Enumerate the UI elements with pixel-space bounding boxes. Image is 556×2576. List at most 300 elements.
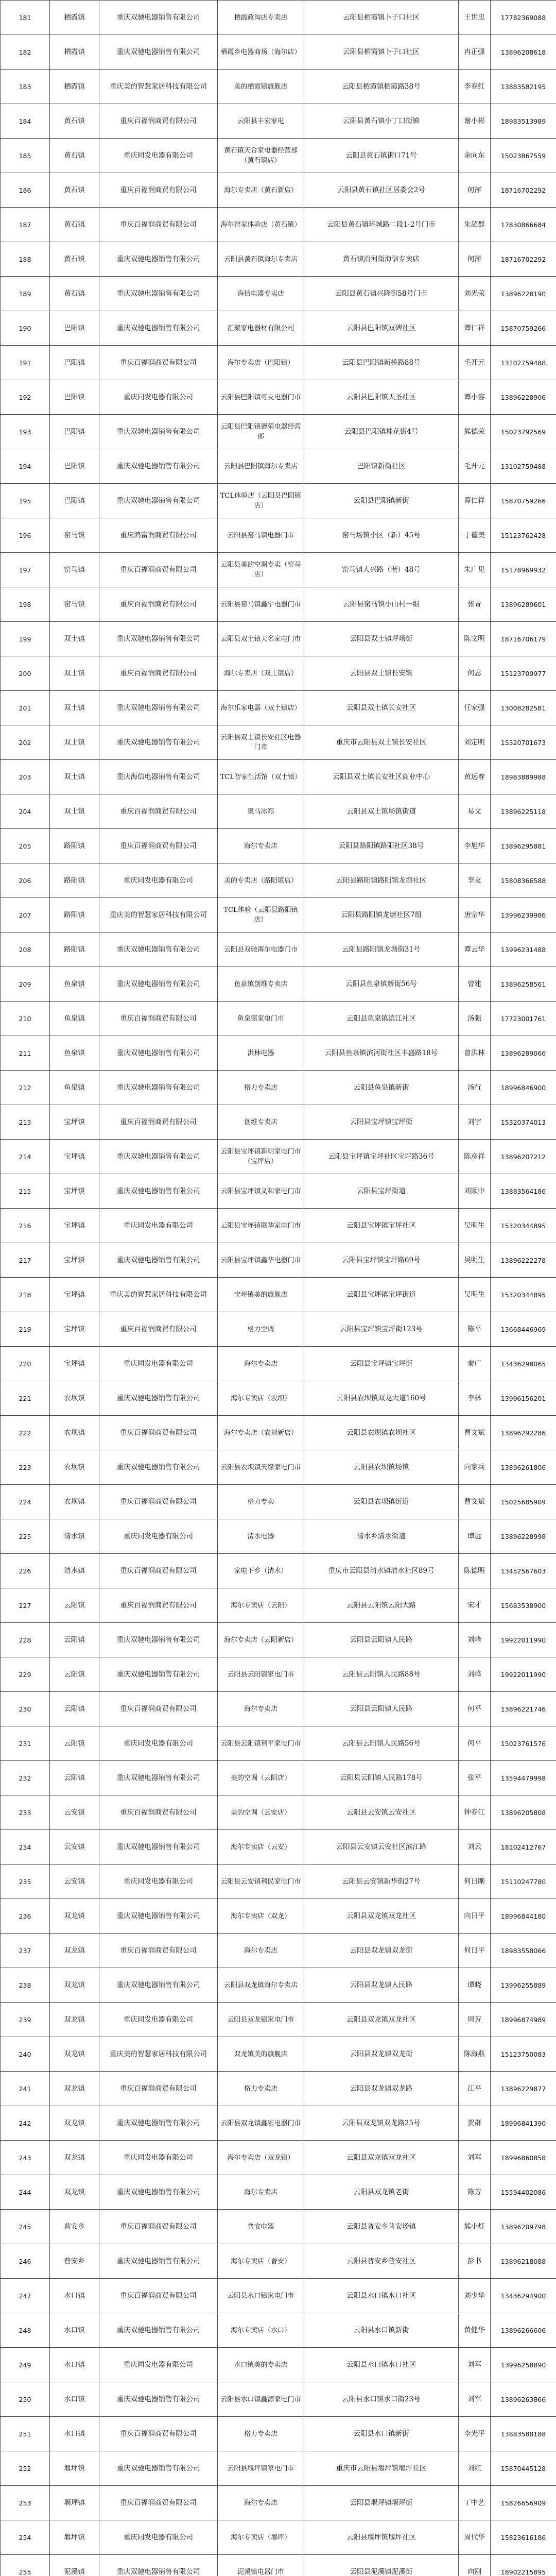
town-cell: 巴阳镇	[50, 346, 99, 380]
store-name-cell: TCL智家生活馆（双土镇）	[218, 760, 304, 794]
phone-number-cell: 13896258561	[491, 967, 556, 1002]
town-cell: 鱼泉镇	[50, 1002, 99, 1036]
address-cell: 云阳县鱼泉镇新街	[304, 1071, 459, 1105]
table-row	[1, 1002, 556, 1036]
store-name-cell: 宝坪镇美的旗舰店	[218, 1278, 304, 1312]
table-row	[1, 1, 556, 35]
table-row	[1, 829, 556, 863]
store-name-cell: 云阳县云阳镇家电门市	[218, 1657, 304, 1692]
table-row	[1, 1416, 556, 1450]
store-name-cell: 海尔专卖店（云阳）	[218, 1588, 304, 1623]
contact-person-cell: 朱超群	[459, 208, 491, 242]
town-cell: 农坝镇	[50, 1485, 99, 1519]
phone-number-cell: 13896207212	[491, 1140, 556, 1174]
store-name-cell: 云阳县宝坪镇义和家电门市	[218, 1174, 304, 1209]
table-row	[1, 967, 556, 1002]
store-name-cell: 格力专卖	[218, 1485, 304, 1519]
row-number-cell: 244	[1, 2175, 50, 2210]
table-row	[1, 346, 556, 380]
store-name-cell: 海尔专卖店（农坝）	[218, 1381, 304, 1416]
contact-person-cell: 李旭华	[459, 829, 491, 863]
contact-person-cell: 丁中艺	[459, 2486, 491, 2520]
store-name-cell: 格力空调	[218, 1312, 304, 1347]
row-number-cell: 188	[1, 242, 50, 277]
address-cell: 云阳县堰坪镇堰坪街	[304, 2486, 459, 2520]
address-cell: 云阳县双龙镇双龙街	[304, 2037, 459, 2072]
contact-person-cell: 刘军	[459, 2382, 491, 2417]
row-number-cell: 217	[1, 1243, 50, 1278]
row-number-cell: 182	[1, 35, 50, 70]
address-cell: 云阳县普安乡普安场镇	[304, 2210, 459, 2244]
contact-person-cell: 谭仁祥	[459, 311, 491, 346]
company-cell: 重庆百福润商贸有限公司	[99, 2072, 218, 2106]
company-cell: 重庆双驰电器销售有限公司	[99, 1140, 218, 1174]
phone-number-cell: 13452567603	[491, 1554, 556, 1588]
row-number-cell: 197	[1, 553, 50, 587]
store-name-cell: 家电下乡（清水）	[218, 1554, 304, 1588]
company-cell: 重庆百福润商贸有限公司	[99, 829, 218, 863]
address-cell: 云阳县双龙镇老街	[304, 2175, 459, 2210]
store-name-cell: 海尔专卖店	[218, 829, 304, 863]
table-row	[1, 2417, 556, 2451]
phone-number-cell: 17723001761	[491, 1002, 556, 1036]
row-number-cell: 255	[1, 2555, 50, 2576]
table-row	[1, 622, 556, 656]
phone-number-cell: 18102412767	[491, 1830, 556, 1865]
row-number-cell: 238	[1, 1968, 50, 2003]
company-cell: 重庆双驰电器销售有限公司	[99, 1381, 218, 1416]
phone-number-cell: 13896209798	[491, 2210, 556, 2244]
table-row	[1, 1036, 556, 1071]
address-cell: 云阳县云阳镇人民路	[304, 1623, 459, 1657]
contact-person-cell: 张青	[459, 587, 491, 622]
table-row	[1, 173, 556, 208]
town-cell: 路阳镇	[50, 933, 99, 967]
table-row	[1, 656, 556, 691]
address-cell: 云阳县巴阳镇新街	[304, 484, 459, 518]
row-number-cell: 242	[1, 2106, 50, 2141]
table-row	[1, 2141, 556, 2175]
company-cell: 重庆同发电器有限公司	[99, 380, 218, 415]
town-cell: 栖霞镇	[50, 35, 99, 70]
phone-number-cell: 18983513989	[491, 104, 556, 139]
town-cell: 云阳镇	[50, 1623, 99, 1657]
store-name-cell: 海尔专卖店（堰坪）	[218, 2520, 304, 2555]
store-name-cell: 双龙镇美的旗舰店	[218, 2037, 304, 2072]
contact-person-cell: 谭晓	[459, 1968, 491, 2003]
table-row	[1, 2175, 556, 2210]
company-cell: 重庆双驰电器销售有限公司	[99, 2555, 218, 2576]
contact-person-cell: 毛开元	[459, 346, 491, 380]
town-cell: 宝坪镇	[50, 1174, 99, 1209]
table-row	[1, 725, 556, 760]
table-row	[1, 2348, 556, 2382]
table-row	[1, 1071, 556, 1105]
table-row	[1, 1209, 556, 1243]
table-row	[1, 794, 556, 829]
town-cell: 鱼泉镇	[50, 1036, 99, 1071]
town-cell: 云阳镇	[50, 1692, 99, 1726]
town-cell: 堰坪镇	[50, 2520, 99, 2555]
table-row	[1, 2279, 556, 2313]
table-row	[1, 242, 556, 277]
row-number-cell: 252	[1, 2451, 50, 2486]
row-number-cell: 194	[1, 449, 50, 484]
store-name-cell: 云阳县双土镇天名家电门市	[218, 622, 304, 656]
phone-number-cell: 18996874989	[491, 2003, 556, 2037]
phone-number-cell: 13896292286	[491, 1416, 556, 1450]
company-cell: 重庆鸿富润商贸有限公司	[99, 518, 218, 553]
table-row	[1, 1278, 556, 1312]
row-number-cell: 201	[1, 691, 50, 725]
store-name-cell: 云阳县美的空调专卖（窑马店）	[218, 553, 304, 587]
row-number-cell: 225	[1, 1519, 50, 1554]
town-cell: 普安乡	[50, 2244, 99, 2279]
address-cell: 云阳县双龙镇双龙社区	[304, 1899, 459, 1934]
row-number-cell: 221	[1, 1381, 50, 1416]
phone-number-cell: 13996239986	[491, 898, 556, 933]
contact-person-cell: 陈文明	[459, 622, 491, 656]
phone-number-cell: 15320374013	[491, 1105, 556, 1140]
phone-number-cell: 18902215895	[491, 2555, 556, 2576]
phone-number-cell: 15110247780	[491, 1865, 556, 1899]
town-cell: 宝坪镇	[50, 1347, 99, 1381]
address-cell: 云阳县巴阳镇桂花街4号	[304, 415, 459, 449]
company-cell: 重庆百福润商贸有限公司	[99, 553, 218, 587]
store-name-cell: 云阳县巴阳镇海尔专卖店	[218, 449, 304, 484]
phone-number-cell: 13896205808	[491, 1795, 556, 1830]
table-row	[1, 553, 556, 587]
company-cell: 重庆双驰电器销售有限公司	[99, 2244, 218, 2279]
phone-number-cell: 13896266606	[491, 2313, 556, 2348]
contact-person-cell: 曾洪林	[459, 1036, 491, 1071]
town-cell: 双龙镇	[50, 1899, 99, 1934]
store-name-cell: 海尔智家体验店（黄石镇）	[218, 208, 304, 242]
address-cell: 云阳县云阳镇云阳大路	[304, 1588, 459, 1623]
phone-number-cell: 15683538900	[491, 1588, 556, 1623]
row-number-cell: 205	[1, 829, 50, 863]
town-cell: 水口镇	[50, 2313, 99, 2348]
row-number-cell: 212	[1, 1071, 50, 1105]
row-number-cell: 216	[1, 1209, 50, 1243]
company-cell: 重庆双驰电器销售有限公司	[99, 415, 218, 449]
address-cell: 云阳县鱼泉镇滨江社区	[304, 1002, 459, 1036]
row-number-cell: 248	[1, 2313, 50, 2348]
town-cell: 堰坪镇	[50, 2451, 99, 2486]
row-number-cell: 241	[1, 2072, 50, 2106]
contact-person-cell: 唐宗华	[459, 898, 491, 933]
address-cell: 云阳县黄石镇环城路二段1-2号门市	[304, 208, 459, 242]
address-cell: 云阳县农坝镇农坝社区	[304, 1416, 459, 1450]
phone-number-cell: 13896263866	[491, 2382, 556, 2417]
address-cell: 云阳县巴阳镇新桥路88号	[304, 346, 459, 380]
address-cell: 云阳县黄石镇兴隆街58号门市	[304, 277, 459, 311]
phone-number-cell: 13896218088	[491, 2244, 556, 2279]
contact-person-cell: 何萍	[459, 173, 491, 208]
store-name-cell: 云阳县双龙镇海尔专卖店	[218, 1968, 304, 2003]
contact-person-cell: 毛开元	[459, 449, 491, 484]
contact-person-cell: 于德美	[459, 518, 491, 553]
store-name-cell: 云阳县黄石镇海尔专卖店	[218, 242, 304, 277]
table-row	[1, 380, 556, 415]
row-number-cell: 199	[1, 622, 50, 656]
contact-person-cell: 汤强	[459, 1002, 491, 1036]
phone-number-cell: 15178969932	[491, 553, 556, 587]
address-cell: 云阳县路阳镇路阳社区38号	[304, 829, 459, 863]
address-cell: 云阳县水口镇水口社区	[304, 2279, 459, 2313]
address-cell: 云阳县宝坪镇宝坪社区	[304, 1209, 459, 1243]
company-cell: 重庆双驰电器销售有限公司	[99, 967, 218, 1002]
row-number-cell: 245	[1, 2210, 50, 2244]
contact-person-cell: 刘顺中	[459, 1174, 491, 1209]
town-cell: 双土镇	[50, 794, 99, 829]
phone-number-cell: 13896261806	[491, 1450, 556, 1485]
address-cell: 云阳县宝坪镇宝坪路69号	[304, 1243, 459, 1278]
company-cell: 重庆双驰电器销售有限公司	[99, 1450, 218, 1485]
company-cell: 重庆双驰电器销售有限公司	[99, 277, 218, 311]
address-cell: 云阳县黄石镇小丁口街镇	[304, 104, 459, 139]
town-cell: 黄石镇	[50, 242, 99, 277]
town-cell: 云安镇	[50, 1865, 99, 1899]
row-number-cell: 189	[1, 277, 50, 311]
phone-number-cell: 13896289066	[491, 1036, 556, 1071]
address-cell: 云阳县鱼泉镇新街56号	[304, 967, 459, 1002]
company-cell: 重庆百福润商贸有限公司	[99, 1105, 218, 1140]
company-cell: 重庆百福润商贸有限公司	[99, 1485, 218, 1519]
row-number-cell: 200	[1, 656, 50, 691]
address-cell: 云阳县堰坪镇堰坪社区	[304, 2520, 459, 2555]
contact-person-cell: 刘宇	[459, 1105, 491, 1140]
table-row	[1, 2382, 556, 2417]
address-cell: 云阳县双土镇长安社区商业中心	[304, 760, 459, 794]
table-row	[1, 1519, 556, 1554]
phone-number-cell: 18983889988	[491, 760, 556, 794]
phone-number-cell: 13996255889	[491, 1968, 556, 2003]
row-number-cell: 243	[1, 2141, 50, 2175]
table-row	[1, 2072, 556, 2106]
store-name-cell: 美的空调（云安店）	[218, 1795, 304, 1830]
company-cell: 重庆百福润商贸有限公司	[99, 1934, 218, 1968]
phone-number-cell: 13896208618	[491, 35, 556, 70]
address-cell: 云阳县双土镇长安社区	[304, 691, 459, 725]
company-cell: 重庆百福润商贸有限公司	[99, 2210, 218, 2244]
contact-person-cell: 谭云华	[459, 933, 491, 967]
row-number-cell: 196	[1, 518, 50, 553]
phone-number-cell: 13436294900	[491, 2279, 556, 2313]
address-cell: 云阳县宝坪镇宝坪街	[304, 1105, 459, 1140]
store-name-cell: 栖霞政沟店专卖店	[218, 1, 304, 35]
contact-person-cell: 冉正强	[459, 35, 491, 70]
phone-number-cell: 13883582195	[491, 70, 556, 104]
town-cell: 宝坪镇	[50, 1278, 99, 1312]
row-number-cell: 227	[1, 1588, 50, 1623]
row-number-cell: 206	[1, 863, 50, 898]
row-number-cell: 222	[1, 1416, 50, 1450]
contact-person-cell: 余向东	[459, 139, 491, 173]
store-name-cell: 美的空调（云阳店）	[218, 1761, 304, 1795]
address-cell: 云阳县农坝镇街道	[304, 1485, 459, 1519]
table-row	[1, 1174, 556, 1209]
row-number-cell: 207	[1, 898, 50, 933]
town-cell: 栖霞镇	[50, 70, 99, 104]
table-row	[1, 2555, 556, 2576]
phone-number-cell: 13996156201	[491, 1381, 556, 1416]
row-number-cell: 234	[1, 1830, 50, 1865]
phone-number-cell: 13896228998	[491, 1519, 556, 1554]
town-cell: 云阳镇	[50, 1588, 99, 1623]
address-cell: 云阳县云阳镇人民路88号	[304, 1657, 459, 1692]
phone-number-cell: 13883564186	[491, 1174, 556, 1209]
address-cell: 重庆市云阳县堰坪镇堰坪社区	[304, 2451, 459, 2486]
contact-person-cell: 何志	[459, 656, 491, 691]
address-cell: 巴阳镇新街社区	[304, 449, 459, 484]
store-name-cell: 格力专卖店	[218, 2072, 304, 2106]
address-cell: 云阳县云阳镇人民路56号	[304, 1726, 459, 1761]
town-cell: 巴阳镇	[50, 380, 99, 415]
row-number-cell: 215	[1, 1174, 50, 1209]
company-cell: 重庆同发电器有限公司	[99, 1519, 218, 1554]
address-cell: 重庆市云阳县清水镇清水社区89号	[304, 1554, 459, 1588]
store-name-cell: 云阳县双龙镇鑫宏电器门市	[218, 2106, 304, 2141]
store-name-cell: 云阳县水口镇鑫源家电门市	[218, 2382, 304, 2417]
contact-person-cell: 周芳	[459, 2003, 491, 2037]
town-cell: 宝坪镇	[50, 1312, 99, 1347]
store-name-cell: 云阳县水口镇家电门市	[218, 2279, 304, 2313]
store-name-cell: 海尔专卖店（巴阳镇）	[218, 346, 304, 380]
town-cell: 宝坪镇	[50, 1209, 99, 1243]
row-number-cell: 203	[1, 760, 50, 794]
row-number-cell: 187	[1, 208, 50, 242]
company-cell: 重庆双驰电器销售有限公司	[99, 1243, 218, 1278]
store-name-cell: 云阳县宝坪镇新明家电门市（宝坪店）	[218, 1140, 304, 1174]
company-cell: 重庆百福润商贸有限公司	[99, 208, 218, 242]
store-name-cell: 海尔专卖店（云安）	[218, 1830, 304, 1865]
row-number-cell: 186	[1, 173, 50, 208]
contact-person-cell: 何平	[459, 1692, 491, 1726]
store-name-cell: 云阳县巴阳镇可友电器门市	[218, 380, 304, 415]
store-name-cell: 格力专卖店	[218, 1071, 304, 1105]
row-number-cell: 230	[1, 1692, 50, 1726]
table-row	[1, 1830, 556, 1865]
company-cell: 重庆双驰电器销售有限公司	[99, 242, 218, 277]
phone-number-cell: 15023792569	[491, 415, 556, 449]
store-name-cell: 海尔专卖店	[218, 2486, 304, 2520]
town-cell: 清水镇	[50, 1554, 99, 1588]
row-number-cell: 193	[1, 415, 50, 449]
table-row	[1, 2106, 556, 2141]
table-row	[1, 760, 556, 794]
town-cell: 云阳镇	[50, 1657, 99, 1692]
table-row	[1, 2486, 556, 2520]
town-cell: 双土镇	[50, 725, 99, 760]
phone-number-cell: 19922011990	[491, 1623, 556, 1657]
contact-person-cell: 熊小灯	[459, 2210, 491, 2244]
address-cell: 云阳县云阳镇人民路	[304, 1692, 459, 1726]
phone-number-cell: 18996860858	[491, 2141, 556, 2175]
row-number-cell: 208	[1, 933, 50, 967]
company-cell: 重庆同发电器有限公司	[99, 2003, 218, 2037]
contact-person-cell: 彭书	[459, 2244, 491, 2279]
contact-person-cell: 江平	[459, 2072, 491, 2106]
company-cell: 重庆百福润商贸有限公司	[99, 1002, 218, 1036]
store-name-cell: 格力专卖店	[218, 2417, 304, 2451]
company-cell: 重庆百福润商贸有限公司	[99, 104, 218, 139]
town-cell: 水口镇	[50, 2382, 99, 2417]
contact-person-cell: 向日平	[459, 1899, 491, 1934]
row-number-cell: 246	[1, 2244, 50, 2279]
town-cell: 双龙镇	[50, 2003, 99, 2037]
address-cell: 云阳县普安乡普安社区	[304, 2244, 459, 2279]
contact-person-cell: 吴明生	[459, 1209, 491, 1243]
town-cell: 黄石镇	[50, 208, 99, 242]
phone-number-cell: 18716706179	[491, 622, 556, 656]
address-cell: 云阳县栖霞镇卜子口社区	[304, 35, 459, 70]
town-cell: 黄石镇	[50, 277, 99, 311]
town-cell: 云安镇	[50, 1795, 99, 1830]
town-cell: 路阳镇	[50, 863, 99, 898]
contact-person-cell: 李光平	[459, 2417, 491, 2451]
store-name-cell: 海尔专卖店	[218, 1347, 304, 1381]
row-number-cell: 185	[1, 139, 50, 173]
table-row	[1, 2003, 556, 2037]
address-cell: 清水乡清水街道	[304, 1519, 459, 1554]
address-cell: 云阳县双龙镇双龙社区	[304, 2003, 459, 2037]
table-row	[1, 449, 556, 484]
table-row	[1, 1795, 556, 1830]
company-cell: 重庆百福润商贸有限公司	[99, 1416, 218, 1450]
phone-number-cell: 15025685909	[491, 1485, 556, 1519]
company-cell: 重庆双驰电器销售有限公司	[99, 2451, 218, 2486]
table-row	[1, 1657, 556, 1692]
contact-person-cell: 任家强	[459, 691, 491, 725]
row-number-cell: 237	[1, 1934, 50, 1968]
phone-number-cell: 17782369088	[491, 1, 556, 35]
address-cell: 窑马镇大兴路（老）48号	[304, 553, 459, 587]
contact-person-cell: 刘少华	[459, 2279, 491, 2313]
table-row	[1, 1554, 556, 1588]
store-name-cell: 云阳县云安镇利民家电门市	[218, 1865, 304, 1899]
contact-person-cell: 吴明生	[459, 1243, 491, 1278]
store-name-cell: 洪林电器	[218, 1036, 304, 1071]
town-cell: 双土镇	[50, 622, 99, 656]
table-row	[1, 311, 556, 346]
company-cell: 重庆双驰电器销售有限公司	[99, 1830, 218, 1865]
town-cell: 宝坪镇	[50, 1243, 99, 1278]
row-number-cell: 253	[1, 2486, 50, 2520]
company-cell: 重庆双驰电器销售有限公司	[99, 1174, 218, 1209]
row-number-cell: 191	[1, 346, 50, 380]
address-cell: 黄石镇沿河街海信专卖店	[304, 242, 459, 277]
store-name-cell: 海尔专卖店（云阳新店）	[218, 1623, 304, 1657]
row-number-cell: 249	[1, 2348, 50, 2382]
store-name-cell: 云阳县云阳镇利平家电门市	[218, 1726, 304, 1761]
company-cell: 重庆双驰电器销售有限公司	[99, 1657, 218, 1692]
table-row	[1, 2037, 556, 2072]
company-cell: 重庆双驰电器销售有限公司	[99, 2106, 218, 2141]
table-row	[1, 1243, 556, 1278]
contact-person-cell: 谢小彬	[459, 104, 491, 139]
row-number-cell: 223	[1, 1450, 50, 1485]
address-cell: 云阳县泥溪镇泥溪街	[304, 2555, 459, 2576]
town-cell: 路阳镇	[50, 898, 99, 933]
phone-number-cell: 13102759488	[491, 346, 556, 380]
contact-person-cell: 陈海燕	[459, 2037, 491, 2072]
phone-number-cell: 13896221746	[491, 1692, 556, 1726]
row-number-cell: 204	[1, 794, 50, 829]
phone-number-cell: 13896228190	[491, 277, 556, 311]
company-cell: 重庆百福润商贸有限公司	[99, 173, 218, 208]
address-cell: 窑马场镇小区（新）45号	[304, 518, 459, 553]
